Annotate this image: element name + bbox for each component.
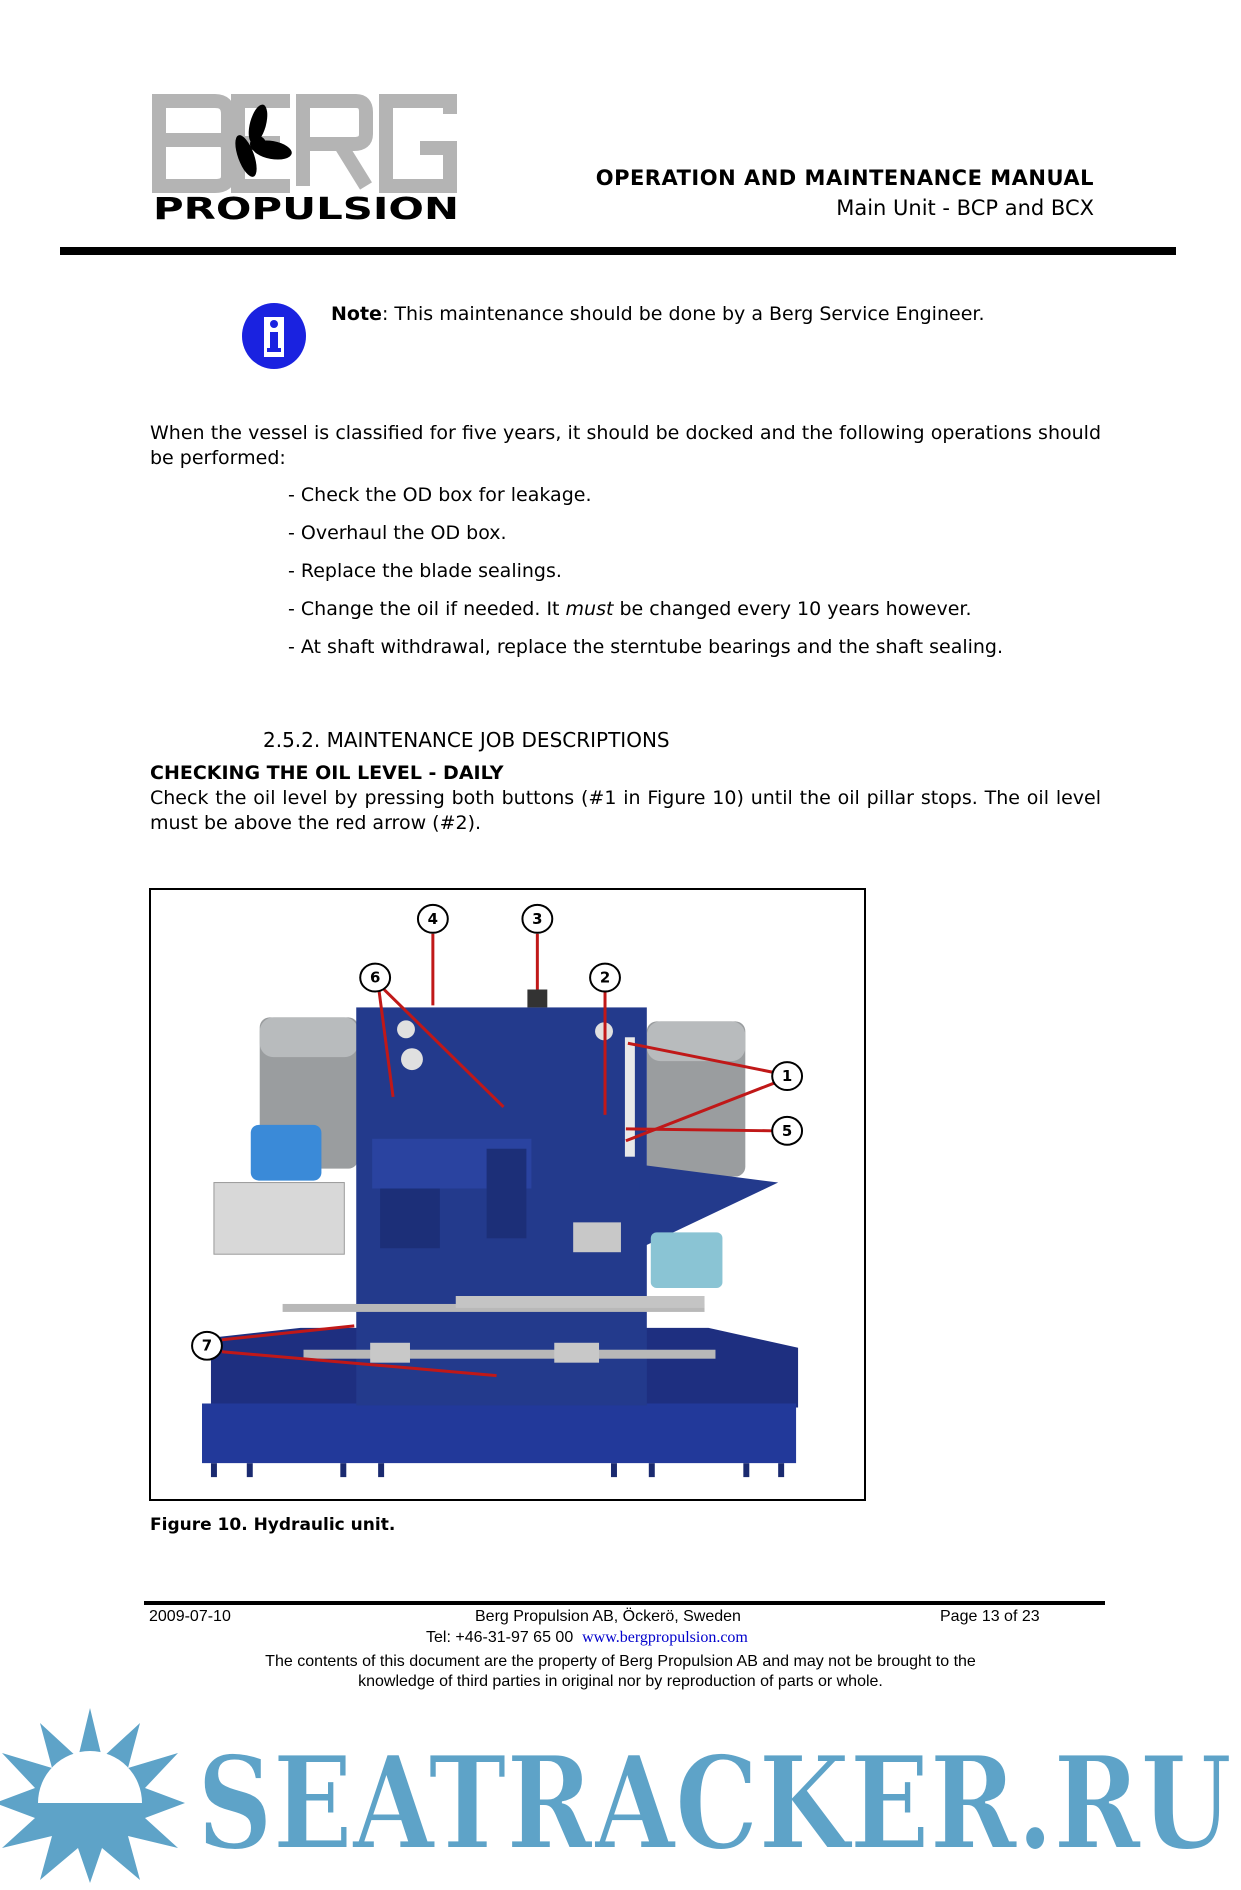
manual-title: OPERATION AND MAINTENANCE MANUAL: [595, 166, 1094, 190]
figure-hydraulic-unit: [149, 888, 866, 1501]
berg-propulsion-logo: [150, 94, 462, 224]
callout-5: [772, 1117, 802, 1145]
callout-2: [590, 964, 620, 992]
manual-subtitle: Main Unit - BCP and BCX: [836, 196, 1094, 220]
website-link[interactable]: www.bergpropulsion.com: [582, 1629, 748, 1646]
svg-text:5: 5: [781, 1121, 793, 1140]
svg-text:6: 6: [369, 968, 381, 987]
header-rule: [60, 247, 1176, 255]
callout-4: [418, 905, 448, 933]
svg-text:2: 2: [599, 968, 611, 987]
callout-7: [192, 1332, 222, 1360]
footer-contact: [426, 1629, 748, 1647]
info-icon: [240, 301, 308, 371]
hydraulic-unit-illustration: [151, 890, 864, 1499]
footer-page: Page 13 of 23: [940, 1608, 1040, 1625]
callout-3: [522, 905, 552, 933]
list-item: - Overhaul the OD box.: [288, 522, 507, 544]
list-item: - Change the oil if needed. It must be changed every 10 years however.: [288, 598, 972, 620]
svg-text:PROPULSION: PROPULSION: [153, 192, 459, 224]
footer-disclaimer-2: knowledge of third parties in original nor by reproduction of parts or whole.: [358, 1673, 883, 1690]
figure-caption: Figure 10. Hydraulic unit.: [150, 1515, 396, 1535]
footer-rule: [144, 1601, 1105, 1605]
footer-company: Berg Propulsion AB, Öckerö, Sweden: [475, 1608, 741, 1625]
list-item: - Check the OD box for leakage.: [288, 484, 592, 506]
intro-paragraph: When the vessel is classified for five years, it should be docked and the following operations should be performed:: [150, 422, 1101, 469]
callout-6: [360, 964, 390, 992]
svg-text:7: 7: [201, 1336, 213, 1355]
callout-1: [772, 1062, 802, 1090]
svg-text:4: 4: [427, 909, 439, 928]
list-item: - At shaft withdrawal, replace the sterntube bearings and the shaft sealing.: [288, 636, 1004, 658]
svg-text:3: 3: [532, 909, 543, 928]
list-item: - Replace the blade sealings.: [288, 560, 562, 582]
body-paragraph: Check the oil level by pressing both buttons (#1 in Figure 10) until the oil pillar stops. The oil level must be above the red arrow (#2).: [150, 787, 1101, 834]
note-text: Note: This maintenance should be done by a Berg Service Engineer.: [331, 303, 985, 325]
seatracker-watermark: [0, 1708, 1241, 1883]
svg-text:SEATRACKER.RU: SEATRACKER.RU: [197, 1729, 1232, 1879]
section-heading: 2.5.2. MAINTENANCE JOB DESCRIPTIONS: [263, 728, 670, 752]
svg-text:1: 1: [781, 1067, 793, 1086]
footer-disclaimer-1: The contents of this document are the property of Berg Propulsion AB and may not be brought to the: [265, 1653, 976, 1670]
subheading: CHECKING THE OIL LEVEL - DAILY: [150, 762, 504, 784]
footer-date: 2009-07-10: [149, 1608, 231, 1625]
footer-tel: Tel: +46-31-97 65 00: [426, 1629, 574, 1646]
sun-icon: [0, 1708, 185, 1883]
